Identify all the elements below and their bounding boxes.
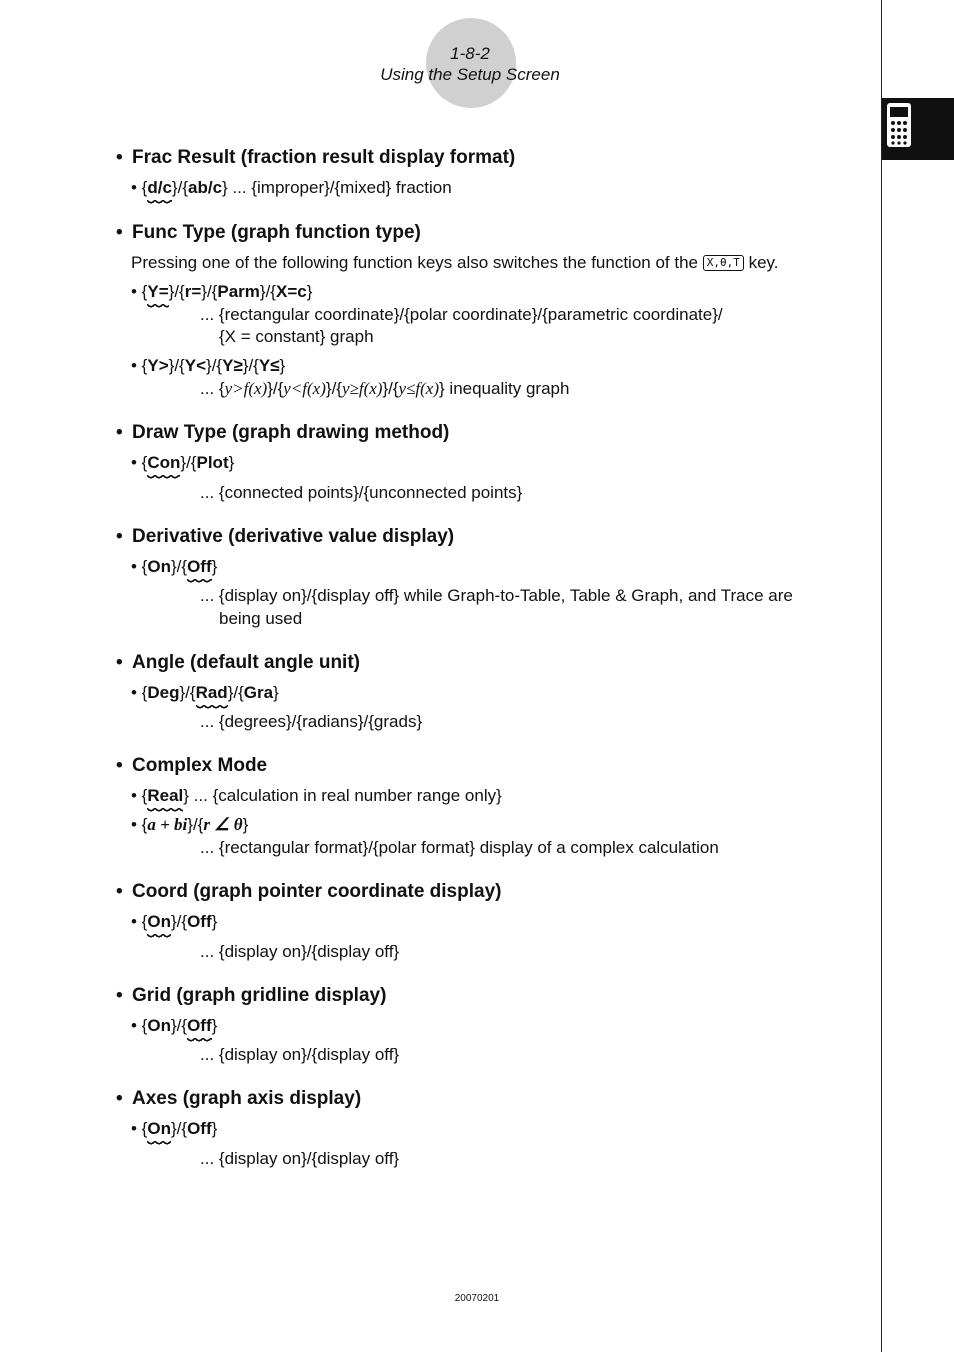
- axes-options: • {On}/{Off}: [131, 1119, 218, 1138]
- heading-complex-mode: • Complex Mode: [116, 755, 268, 776]
- deriv-desc-1: ... {display on}/{display off} while Graph-to-Table, Table & Graph, and Trace are: [200, 586, 793, 605]
- func-desc-2: {X = constant} graph: [219, 327, 374, 346]
- calculator-icon: [886, 102, 912, 148]
- coord-desc: ... {display on}/{display off}: [200, 942, 400, 961]
- grid-options: • {On}/{Off}: [131, 1016, 218, 1035]
- heading-coord: • Coord (graph pointer coordinate display): [116, 881, 502, 902]
- complex-desc: ... {rectangular format}/{polar format} display of a complex calculation: [200, 838, 719, 857]
- frac-options: • {d/c}/{ab/c} ... {improper}/{mixed} fraction: [131, 178, 452, 197]
- chapter-tab: [882, 98, 954, 160]
- draw-options: • {Con}/{Plot}: [131, 453, 235, 472]
- heading-frac-result: • Frac Result (fraction result display format): [116, 147, 516, 168]
- heading-draw-type: • Draw Type (graph drawing method): [116, 422, 450, 443]
- heading-angle: • Angle (default angle unit): [116, 652, 360, 673]
- angle-desc: ... {degrees}/{radians}/{grads}: [200, 712, 423, 731]
- footer-code: 20070201: [454, 1293, 500, 1304]
- axes-desc: ... {display on}/{display off}: [200, 1149, 400, 1168]
- angle-options: • {Deg}/{Rad}/{Gra}: [131, 683, 279, 702]
- grid-desc: ... {display on}/{display off}: [200, 1045, 400, 1064]
- page-number: 1-8-2: [450, 44, 490, 63]
- func-desc-1: ... {rectangular coordinate}/{polar coordinate}/{parametric coordinate}/: [200, 305, 723, 324]
- deriv-desc-2: being used: [219, 609, 303, 628]
- xtheta-t-key-icon: X,θ,T: [703, 255, 744, 271]
- page-title: Using the Setup Screen: [380, 65, 560, 84]
- func-intro: Pressing one of the following function keys also switches the function of the X,θ,T key.: [131, 253, 779, 272]
- func-inequality-desc: ... {y>f(x)}/{y<f(x)}/{y≥f(x)}/{y≤f(x)} inequality graph: [200, 379, 570, 398]
- heading-axes: • Axes (graph axis display): [116, 1088, 362, 1109]
- heading-grid: • Grid (graph gridline display): [116, 985, 387, 1006]
- func-options: • {Y=}/{r=}/{Parm}/{X=c}: [131, 282, 313, 301]
- heading-derivative: • Derivative (derivative value display): [116, 526, 455, 547]
- complex-options: • {a + bi}/{r ∠ θ}: [131, 815, 249, 834]
- coord-options: • {On}/{Off}: [131, 912, 218, 931]
- heading-func-type: • Func Type (graph function type): [116, 222, 421, 243]
- margin-rule: [881, 0, 882, 1352]
- complex-option-real: • {Real} ... {calculation in real number range only}: [131, 786, 502, 805]
- func-inequality-options: • {Y>}/{Y<}/{Y≥}/{Y≤}: [131, 356, 286, 375]
- deriv-options: • {On}/{Off}: [131, 557, 218, 576]
- draw-desc: ... {connected points}/{unconnected points}: [200, 483, 523, 502]
